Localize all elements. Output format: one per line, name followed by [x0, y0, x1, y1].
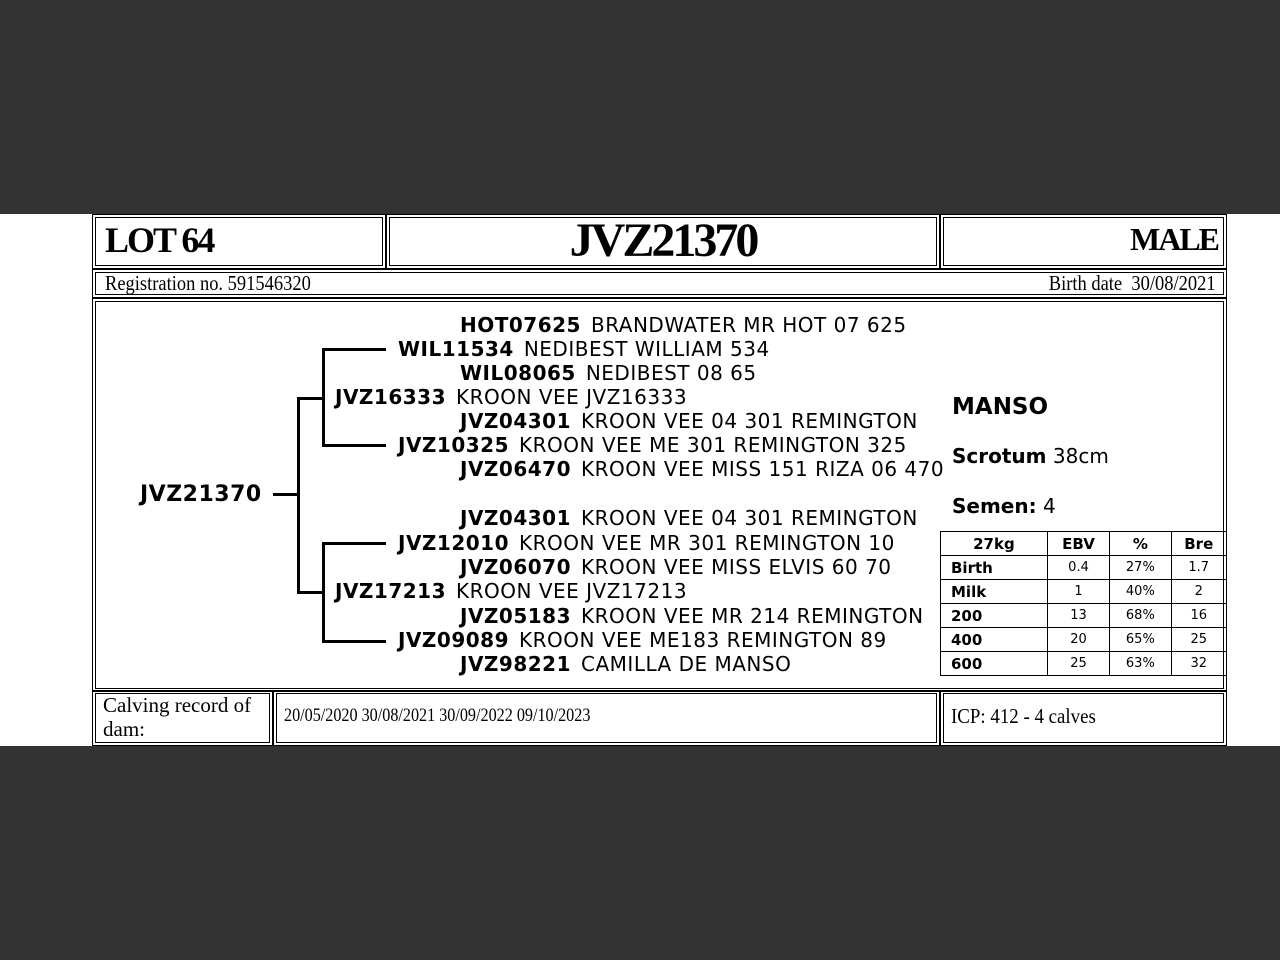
ebv-row-pct: 65%	[1110, 628, 1171, 652]
ebv-header-percent: %	[1110, 532, 1171, 556]
pedigree-dam-sire: JVZ12010 KROON VEE MR 301 REMINGTON 10	[398, 531, 895, 555]
ped-line-sire-sire	[322, 348, 386, 351]
calving-dates-cell	[273, 690, 940, 746]
ebv-header-breed: Bre	[1171, 532, 1226, 556]
ped-line-dam-dam	[322, 640, 386, 643]
birth-date-label: Birth date	[1049, 271, 1123, 295]
ped-line-sire-parents	[322, 348, 325, 446]
pedigree-sire-sire-dam: WIL08065 NEDIBEST 08 65	[460, 361, 757, 385]
semen-count: Semen: 4	[952, 494, 1056, 518]
ebv-row	[941, 628, 1227, 652]
ebv-header-weight: 27kg	[941, 532, 1048, 556]
lot-cell	[92, 214, 386, 269]
ebv-row-ebv: 13	[1047, 604, 1109, 628]
icp-cell	[940, 690, 1227, 746]
ebv-row-pct: 63%	[1110, 652, 1171, 676]
pedigree-sire-sire-sire: HOT07625 BRANDWATER MR HOT 07 625	[460, 313, 907, 337]
ped-line-sire	[297, 397, 323, 400]
pedigree-dam-dam: JVZ09089 KROON VEE ME183 REMINGTON 89	[398, 628, 887, 652]
sex-cell	[940, 214, 1227, 269]
ebv-row-label: 600	[941, 652, 1048, 676]
birth-date-value: 30/08/2021	[1131, 271, 1216, 295]
calving-label: Calving record of dam:	[103, 693, 252, 741]
ebv-row	[941, 652, 1227, 676]
ped-line-sire-dam	[322, 444, 386, 447]
pedigree-dam-dam-sire: JVZ05183 KROON VEE MR 214 REMINGTON	[460, 604, 924, 628]
registration-number: Registration no. 591546320	[105, 271, 311, 295]
lot-number: LOT 64	[105, 220, 214, 260]
ped-line-parents	[297, 397, 300, 593]
ebv-row	[941, 556, 1227, 580]
pedigree-sire-dam-sire: JVZ04301 KROON VEE 04 301 REMINGTON	[460, 409, 918, 433]
animal-id-cell	[386, 214, 940, 269]
ebv-row-pct: 40%	[1110, 580, 1171, 604]
ebv-row-label: Milk	[941, 580, 1048, 604]
ped-line-dam-parents	[322, 542, 325, 642]
ebv-row	[941, 604, 1227, 628]
pedigree-dam-dam-dam: JVZ98221 CAMILLA DE MANSO	[460, 652, 792, 676]
ebv-row-ebv: 25	[1047, 652, 1109, 676]
pedigree-dam-sire-sire: JVZ04301 KROON VEE 04 301 REMINGTON	[460, 506, 918, 530]
ebv-row-bre: 2	[1171, 580, 1226, 604]
ebv-row-pct: 68%	[1110, 604, 1171, 628]
pedigree-dam-sire-dam: JVZ06070 KROON VEE MISS ELVIS 60 70	[460, 555, 892, 579]
ebv-row-ebv: 0.4	[1047, 556, 1109, 580]
pedigree-sire-dam: JVZ10325 KROON VEE ME 301 REMINGTON 325	[398, 433, 907, 457]
ebv-row-pct: 27%	[1110, 556, 1171, 580]
ebv-header-ebv: EBV	[1047, 532, 1109, 556]
ped-line-dam	[297, 591, 323, 594]
pedigree-dam: JVZ17213 KROON VEE JVZ17213	[335, 579, 688, 603]
calving-label-cell	[92, 690, 273, 746]
ebv-row-ebv: 1	[1047, 580, 1109, 604]
breeder-name: MANSO	[952, 394, 1049, 420]
ebv-row-bre: 1.7	[1171, 556, 1226, 580]
pedigree-sire-sire: WIL11534 NEDIBEST WILLIAM 534	[398, 337, 770, 361]
pedigree-sire-dam-dam: JVZ06470 KROON VEE MISS 151 RIZA 06 470	[460, 457, 945, 481]
scrotum-size: Scrotum 38cm	[952, 444, 1109, 468]
pedigree-subject: JVZ21370	[140, 482, 262, 507]
ebv-row	[941, 580, 1227, 604]
lot-sheet	[0, 214, 1280, 746]
ebv-header-row	[941, 532, 1227, 556]
ebv-table	[940, 531, 1227, 676]
registration-row	[92, 269, 1227, 298]
calving-dates: 20/05/2020 30/08/2021 30/09/2022 09/10/2023	[284, 705, 591, 726]
ped-line-subject	[273, 493, 297, 496]
birth-date	[1026, 271, 1216, 296]
ebv-row-label: 400	[941, 628, 1048, 652]
icp-summary: ICP: 412 - 4 calves	[951, 704, 1096, 728]
ebv-row-bre: 16	[1171, 604, 1226, 628]
ped-line-dam-sire	[322, 542, 386, 545]
ebv-row-bre: 32	[1171, 652, 1226, 676]
ebv-row-ebv: 20	[1047, 628, 1109, 652]
ebv-row-label: 200	[941, 604, 1048, 628]
animal-id-title: JVZ21370	[569, 214, 757, 267]
sex-label: MALE	[1130, 221, 1218, 257]
pedigree-sire: JVZ16333 KROON VEE JVZ16333	[335, 385, 688, 409]
ebv-row-label: Birth	[941, 556, 1048, 580]
ebv-row-bre: 25	[1171, 628, 1226, 652]
